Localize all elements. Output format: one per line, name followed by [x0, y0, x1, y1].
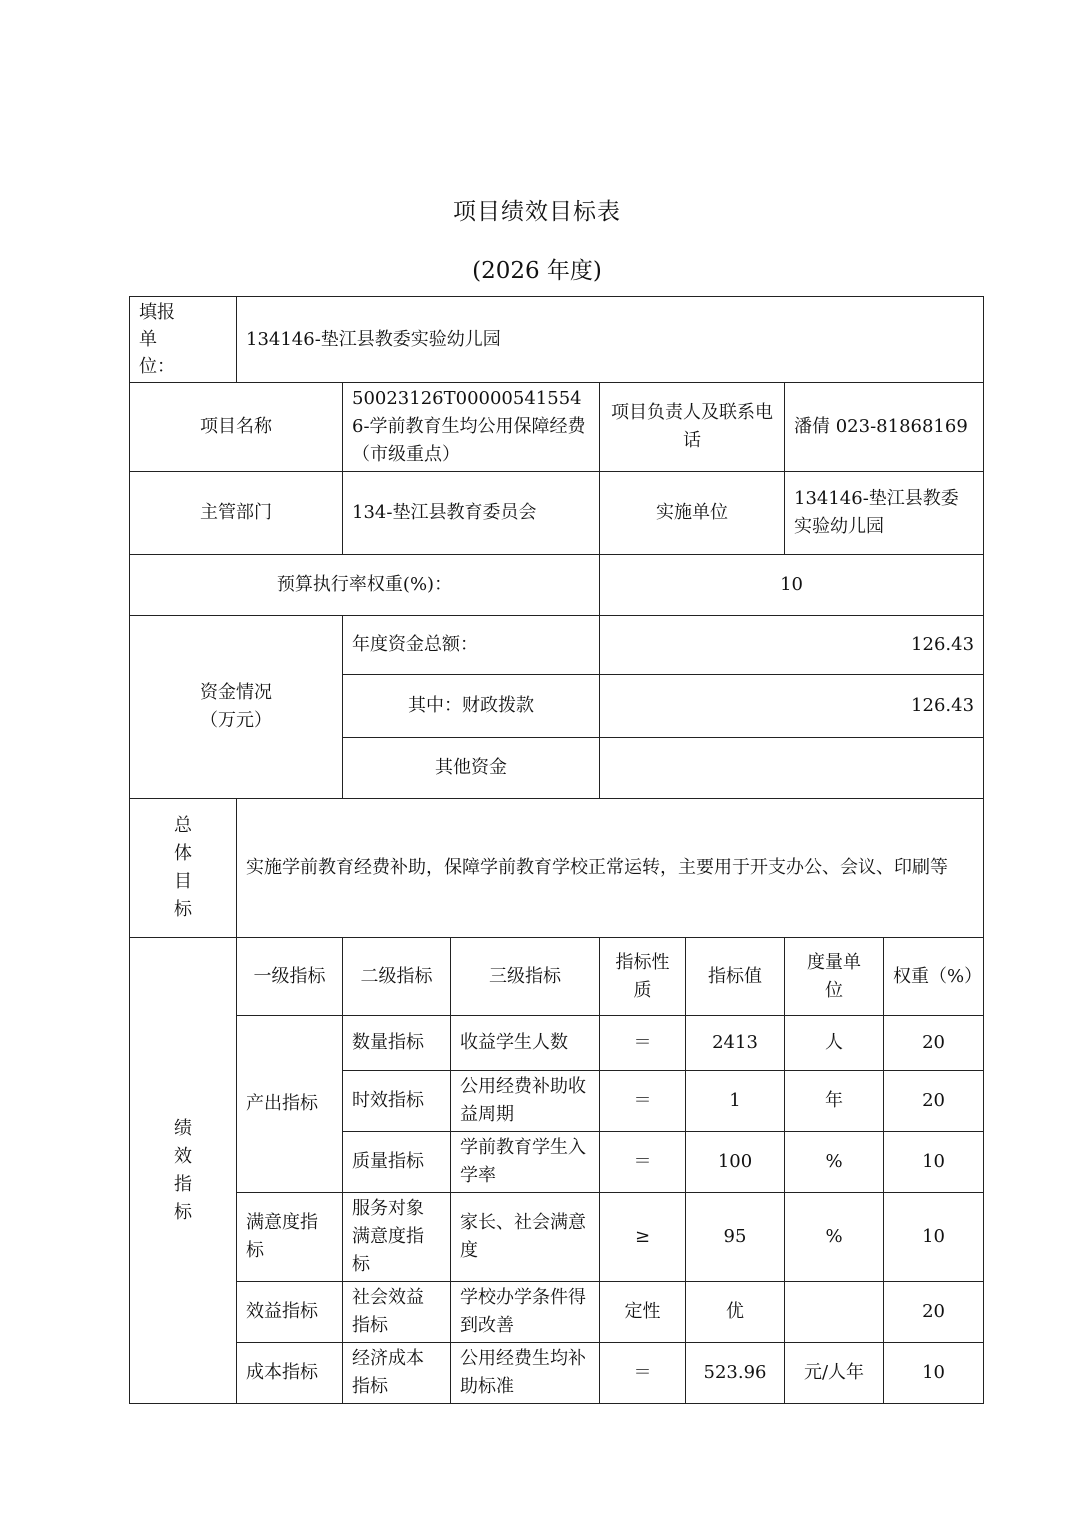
value-cell: 95 — [686, 1193, 785, 1282]
goal-value: 实施学前教育经费补助，保障学前教育学校正常运转，主要用于开支办公、会议、印刷等 — [237, 799, 984, 938]
unit-label: 填报单位： — [130, 297, 237, 383]
nature-cell: 定性 — [600, 1282, 686, 1343]
level3-cell: 学前教育学生入学率 — [451, 1132, 600, 1193]
level1-cell: 产出指标 — [237, 1016, 343, 1193]
impl-label: 实施单位 — [600, 472, 785, 555]
other-funds-value — [600, 738, 984, 799]
level1-cell: 满意度指标 — [237, 1193, 343, 1282]
weight-cell: 10 — [884, 1193, 984, 1282]
level3-cell: 收益学生人数 — [451, 1016, 600, 1071]
fiscal-label: 其中：财政拨款 — [343, 675, 600, 738]
level3-cell: 学校办学条件得到改善 — [451, 1282, 600, 1343]
table-row — [130, 1193, 984, 1282]
header-level2: 二级指标 — [343, 938, 451, 1016]
goal-label: 总体目标 — [130, 799, 237, 938]
level2-cell: 经济成本指标 — [343, 1343, 451, 1404]
header-level1: 一级指标 — [237, 938, 343, 1016]
header-nature: 指标性质 — [600, 938, 686, 1016]
indicators-label: 绩效指标 — [130, 938, 237, 1404]
nature-cell: ＝ — [600, 1016, 686, 1071]
annual-total-value: 126.43 — [600, 616, 984, 675]
nature-cell: ＝ — [600, 1132, 686, 1193]
unit-cell: 年 — [785, 1071, 884, 1132]
funds-label: 资金情况（万元） — [130, 616, 343, 799]
annual-total-label: 年度资金总额： — [343, 616, 600, 675]
value-cell: 1 — [686, 1071, 785, 1132]
dept-label: 主管部门 — [130, 472, 343, 555]
unit-cell: 元/人年 — [785, 1343, 884, 1404]
header-weight: 权重（%） — [884, 938, 984, 1016]
weight-cell: 10 — [884, 1343, 984, 1404]
fiscal-value: 126.43 — [600, 675, 984, 738]
unit-cell: 人 — [785, 1016, 884, 1071]
project-name-value: 50023126T000005415546-学前教育生均公用保障经费（市级重点） — [343, 383, 600, 472]
weight-cell: 10 — [884, 1132, 984, 1193]
weight-cell: 20 — [884, 1071, 984, 1132]
nature-cell: ≥ — [600, 1193, 686, 1282]
project-name-label: 项目名称 — [130, 383, 343, 472]
value-cell: 523.96 — [686, 1343, 785, 1404]
page-title: 项目绩效目标表 — [453, 199, 621, 225]
impl-value: 134146-垫江县教委实验幼儿园 — [785, 472, 984, 555]
manager-value: 潘倩 023-81868169 — [785, 383, 984, 472]
budget-rate-label: 预算执行率权重(%)： — [130, 555, 600, 616]
budget-rate-value: 10 — [600, 555, 984, 616]
header-level3: 三级指标 — [451, 938, 600, 1016]
level3-cell: 公用经费补助收益周期 — [451, 1071, 600, 1132]
level2-cell: 质量指标 — [343, 1132, 451, 1193]
weight-cell: 20 — [884, 1282, 984, 1343]
value-cell: 2413 — [686, 1016, 785, 1071]
unit-cell: % — [785, 1132, 884, 1193]
value-cell: 优 — [686, 1282, 785, 1343]
unit-cell: % — [785, 1193, 884, 1282]
table-row — [130, 1343, 984, 1404]
level3-cell: 家长、社会满意度 — [451, 1193, 600, 1282]
table-row — [130, 1016, 984, 1071]
manager-label: 项目负责人及联系电话 — [600, 383, 785, 472]
unit-cell — [785, 1282, 884, 1343]
header-value: 指标值 — [686, 938, 785, 1016]
unit-value: 134146-垫江县教委实验幼儿园 — [237, 297, 984, 383]
value-cell: 100 — [686, 1132, 785, 1193]
header-unit: 度量单位 — [785, 938, 884, 1016]
level1-cell: 效益指标 — [237, 1282, 343, 1343]
weight-cell: 20 — [884, 1016, 984, 1071]
performance-table — [129, 296, 984, 1404]
level1-cell: 成本指标 — [237, 1343, 343, 1404]
level2-cell: 时效指标 — [343, 1071, 451, 1132]
nature-cell: ＝ — [600, 1071, 686, 1132]
table-row — [130, 1282, 984, 1343]
level3-cell: 公用经费生均补助标准 — [451, 1343, 600, 1404]
level2-cell: 服务对象满意度指标 — [343, 1193, 451, 1282]
other-funds-label: 其他资金 — [343, 738, 600, 799]
page-subtitle: (2026 年度) — [472, 258, 602, 284]
level2-cell: 数量指标 — [343, 1016, 451, 1071]
dept-value: 134-垫江县教育委员会 — [343, 472, 600, 555]
nature-cell: ＝ — [600, 1343, 686, 1404]
level2-cell: 社会效益指标 — [343, 1282, 451, 1343]
